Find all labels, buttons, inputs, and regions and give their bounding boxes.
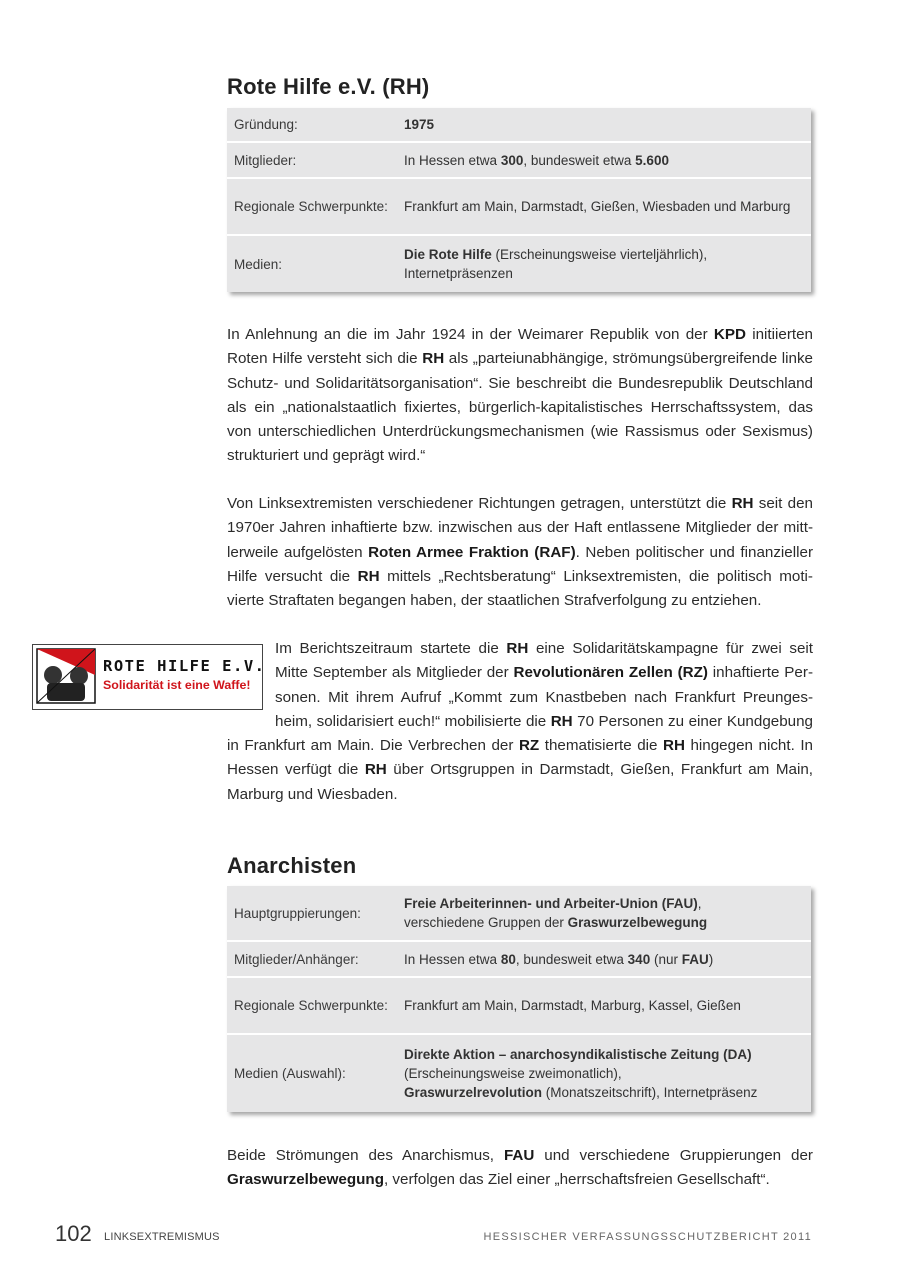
- table-row: [227, 142, 811, 178]
- page-number: 102: [55, 1221, 92, 1246]
- row-value: In Hessen etwa 80, bundesweit etwa 340 (nur FAU): [397, 941, 811, 977]
- row-label: Medien (Auswahl):: [234, 1066, 346, 1081]
- rote-hilfe-info-table: [227, 108, 811, 292]
- row-value: In Hessen etwa 300, bundesweit etwa 5.600: [397, 142, 811, 178]
- logo-float-spacer: [227, 637, 275, 733]
- row-label: Medien:: [234, 256, 283, 272]
- table-row: [227, 1034, 811, 1112]
- row-label: Gründung:: [227, 108, 397, 142]
- logo-text-name: ROTE HILFE E.V.: [103, 657, 262, 675]
- logo-text-slogan: Solidarität ist eine Waffe!: [103, 678, 251, 692]
- row-value: Die Rote Hilfe (Erscheinungsweise vierteljährlich), Internetpräsenzen: [404, 247, 708, 281]
- row-label: Regionale Schwerpunkte:: [227, 977, 397, 1034]
- paragraph-3-text: Im Berichtszeitraum startete die RH eine Solidaritätskampagne für zwei seit Mitte September als Mitglieder der Revolutionären Zellen (RZ) inhaftierte Personen. Mit ihrem Aufruf „Kommt zum Knastbeben nach Frankfurt Preungesheim, solidarisiert euch!“ mobilisierte die RH 70 Personen zu einer Kundgebung in Frankfurt am Main. Die Verbrechen der RZ thematisierte die RH hingegen nicht. In Hessen verfügt die RH über Ortsgruppen in Darmstadt, Gießen, Frankfurt am Main, Marburg und Wiesbaden.: [227, 640, 814, 803]
- rote-hilfe-paragraph-2: Von Linksextremisten verschiedener Richtungen getragen, unterstützt die RH seit den 1970er Jahren inhaftierte bzw. inzwischen aus der Haft entlassene Mitglieder der mittlerweile aufgelösten Roten Armee Fraktion (RAF). Neben politischer und finanzieller Hilfe versucht die RH mittels „Rechtsberatung“ Linksextremisten, die politisch motivierte Straftaten begangen haben, der staatlichen Strafverfolgung zu entziehen.: [227, 495, 813, 610]
- row-value: Frankfurt am Main, Darmstadt, Gießen, Wiesbaden und Marburg: [397, 178, 811, 235]
- table-row: [227, 178, 811, 235]
- rote-hilfe-paragraph-1: In Anlehnung an die im Jahr 1924 in der Weimarer Republik von der KPD initiierten Roten Hilfe versteht sich die RH als „parteiunabhängige, strömungsübergreifende linke Schutz- und Solidaritätsorganisation“. Sie beschreibt die Bundesrepublik Deutschland als ein „nationalstaatlich fixiertes, bürgerlich-kapitalistisches Herrschaftssystem, das von unterschiedlichen Unterdrückungsmechanismen (wie Rassismus oder Sexismus) strukturiert und geprägt wird.“: [227, 326, 814, 465]
- row-label: Mitglieder:: [227, 142, 397, 178]
- row-value: Freie Arbeiterinnen- und Arbeiter-Union (FAU), verschiedene Gruppen der Graswurzelbewegung: [397, 886, 811, 941]
- row-value: 1975: [397, 108, 811, 142]
- table-row: [227, 941, 811, 977]
- footer-report-title: HESSISCHER VERFASSUNGSSCHUTZBERICHT 2011: [483, 1231, 812, 1243]
- anarchisten-info-table: [227, 886, 811, 1112]
- section-title-anarchisten: Anarchisten: [227, 853, 357, 878]
- section-title-rote-hilfe: Rote Hilfe e.V. (RH): [227, 74, 430, 99]
- anarchisten-paragraph-1: Beide Strömungen des Anarchismus, FAU und verschiedene Gruppierungen der Graswurzelbewegung, verfolgen das Ziel einer „herrschaftsfreien Gesellschaft“.: [227, 1147, 813, 1189]
- row-value: Direkte Aktion – anarchosyndikalistische Zeitung (DA) (Erscheinungsweise zweimonatlich), Graswurzelrevolution (Monatszeitschrift), Internetpräsenz: [404, 1047, 758, 1100]
- row-label: Mitglieder/Anhänger:: [227, 941, 397, 977]
- row-label: Regionale Schwerpunkte:: [227, 178, 397, 235]
- table-row: [227, 108, 811, 142]
- row-value: Frankfurt am Main, Darmstadt, Marburg, Kassel, Gießen: [397, 977, 811, 1034]
- table-row: [227, 977, 811, 1034]
- rote-hilfe-paragraph-3: [227, 637, 813, 807]
- row-label: Hauptgruppierungen:: [227, 886, 397, 941]
- table-row: [227, 886, 811, 941]
- footer-section-label: LINKSEXTREMISMUS: [104, 1231, 220, 1243]
- table-row: [227, 235, 811, 292]
